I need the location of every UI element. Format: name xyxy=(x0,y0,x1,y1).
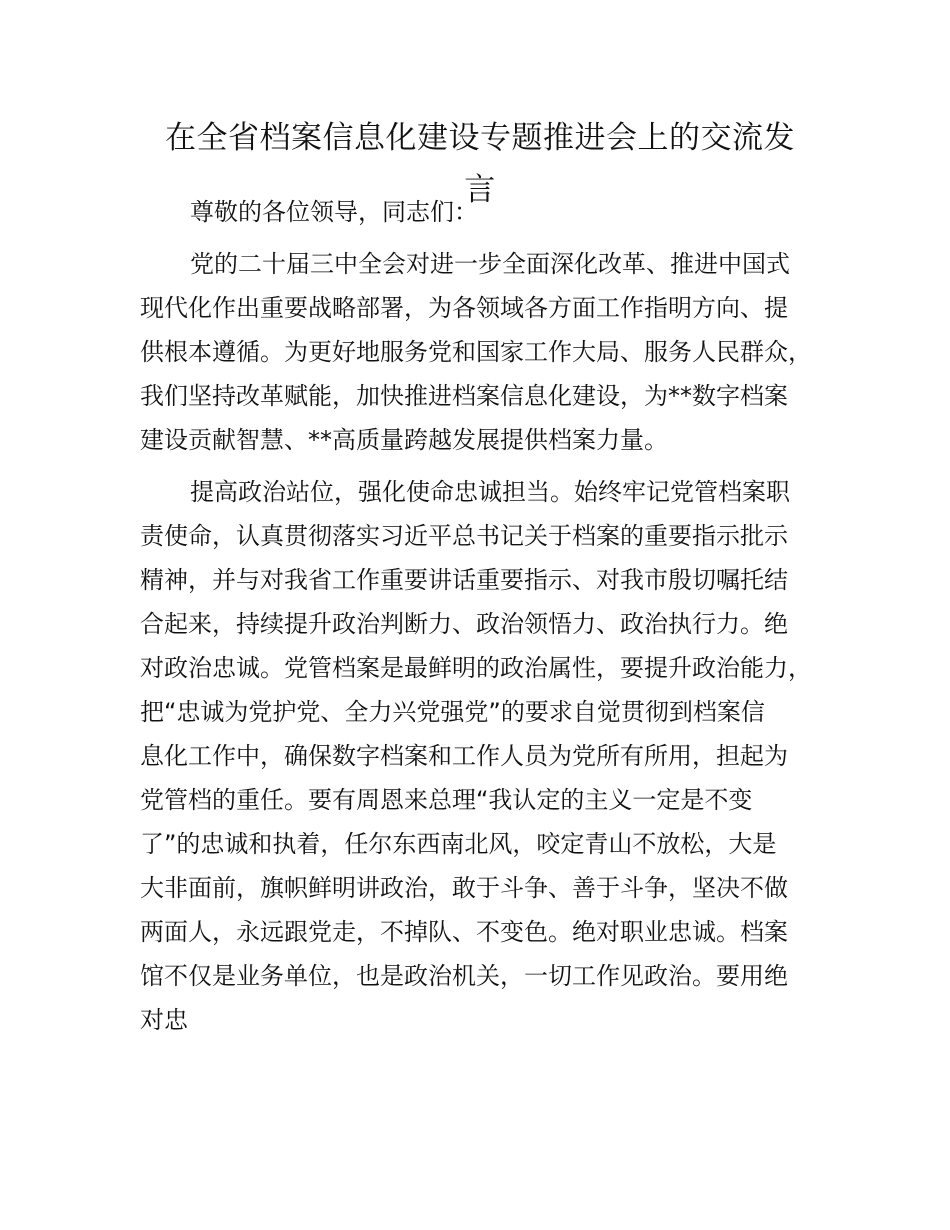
salutation-paragraph xyxy=(140,190,840,234)
political-stance-paragraph xyxy=(140,470,840,1042)
text-line: 我们坚持改革赋能，加快推进档案信息化建设，为**数字档案 xyxy=(140,382,788,410)
salutation-line: 尊敬的各位领导，同志们： xyxy=(190,198,478,226)
text-line: 责使命，认真贯彻落实习近平总书记关于档案的重要指示批示 xyxy=(140,522,788,550)
text-line: 了”的忠诚和执着，任尔东西南北风，咬定青山不放松，大是 xyxy=(140,830,777,858)
intro-paragraph xyxy=(140,242,840,462)
text-line: 党管档的重任。要有周恩来总理“我认定的主义一定是不变 xyxy=(140,786,753,814)
text-line: 对忠 xyxy=(140,1006,188,1034)
title-line-2: 言 xyxy=(464,172,496,208)
text-line: 现代化作出重要战略部署，为各领域各方面工作指明方向、提 xyxy=(140,294,788,322)
text-line: 馆不仅是业务单位，也是政治机关，一切工作见政治。要用绝 xyxy=(140,962,788,990)
text-line: 两面人，永远跟党走，不掉队、不变色。绝对职业忠诚。档案 xyxy=(140,918,788,946)
text-line: 建设贡献智慧、**高质量跨越发展提供档案力量。 xyxy=(140,426,668,454)
text-line: 把“忠诚为党护党、全力兴党强党”的要求自觉贯彻到档案信 xyxy=(140,698,765,726)
text-line: 党的二十届三中全会对进一步全面深化改革、推进中国式 xyxy=(190,250,790,278)
text-line: 精神，并与对我省工作重要讲话重要指示、对我市殷切嘱托结 xyxy=(140,566,788,594)
document-body xyxy=(140,190,840,1050)
text-line: 大非面前，旗帜鲜明讲政治，敢于斗争、善于斗争，坚决不做 xyxy=(140,874,788,902)
text-line: 息化工作中，确保数字档案和工作人员为党所有所用，担起为 xyxy=(140,742,788,770)
text-line: 供根本遵循。为更好地服务党和国家工作大局、服务人民群众， xyxy=(140,338,812,366)
text-line: 对政治忠诚。党管档案是最鲜明的政治属性，要提升政治能力， xyxy=(140,654,812,682)
text-line: 提高政治站位，强化使命忠诚担当。始终牢记党管档案职 xyxy=(190,478,790,506)
title-line-1: 在全省档案信息化建设专题推进会上的交流发 xyxy=(165,120,795,156)
text-line: 合起来，持续提升政治判断力、政治领悟力、政治执行力。绝 xyxy=(140,610,788,638)
